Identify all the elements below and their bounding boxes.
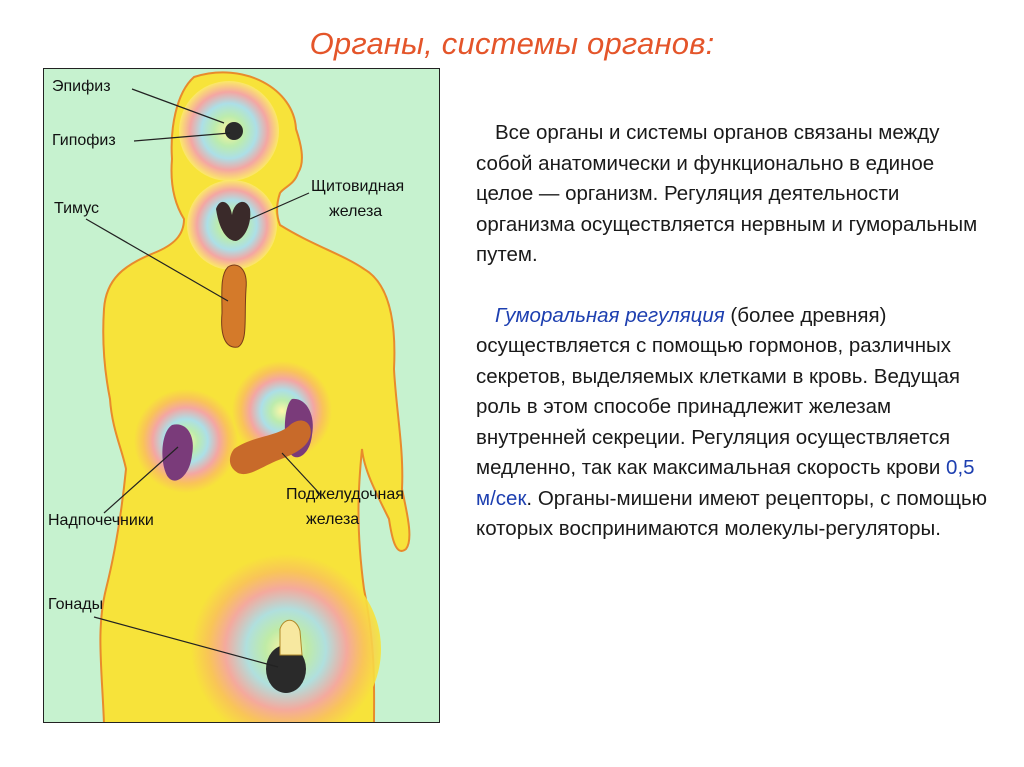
paragraph-humoral — [476, 301, 996, 545]
text-panel — [476, 118, 996, 545]
humoral-text-2: . Органы-мишени имеют рецепторы, с помощью которых воспринимаются молекулы-регуляторы. — [476, 486, 988, 540]
pituitary-gland — [225, 122, 243, 140]
paragraph-general — [476, 118, 996, 271]
endocrine-illustration — [43, 68, 440, 723]
thymus-gland — [222, 265, 247, 347]
label-thymus: Тимус — [54, 200, 100, 217]
paragraph-general-text: Все органы и системы органов связаны между собой анатомически и функционально в единое целое — организм. Регуляция деятельности организма осуществляется нервным и гуморальным путем. — [476, 121, 978, 266]
label-adrenals: Надпочечники — [48, 512, 154, 529]
humoral-text-1: (более древняя) осуществляется с помощью гормонов, различных секретов, выделяемых клетками в кровь. Ведущая роль в этом способе принадлежит железам внутренней секреции. Регуляция осуществляется медленно, так как максимальная скорость крови — [476, 303, 960, 479]
label-pancreas-2: железа — [306, 511, 360, 528]
label-epiphysis: Эпифиз — [52, 78, 111, 95]
label-thyroid-2: железа — [329, 203, 383, 220]
label-pancreas-1: Поджелудочная — [286, 486, 404, 503]
blood-speed-value: 0,5 м/сек — [476, 456, 975, 510]
body-diagram — [44, 69, 440, 723]
label-thyroid-1: Щитовидная — [311, 178, 405, 195]
label-gonads: Гонады — [48, 596, 104, 613]
humoral-regulation-term: Гуморальная регуляция — [495, 303, 725, 327]
label-pituitary: Гипофиз — [52, 132, 116, 149]
slide-title: Органы, системы органов: — [309, 26, 715, 61]
